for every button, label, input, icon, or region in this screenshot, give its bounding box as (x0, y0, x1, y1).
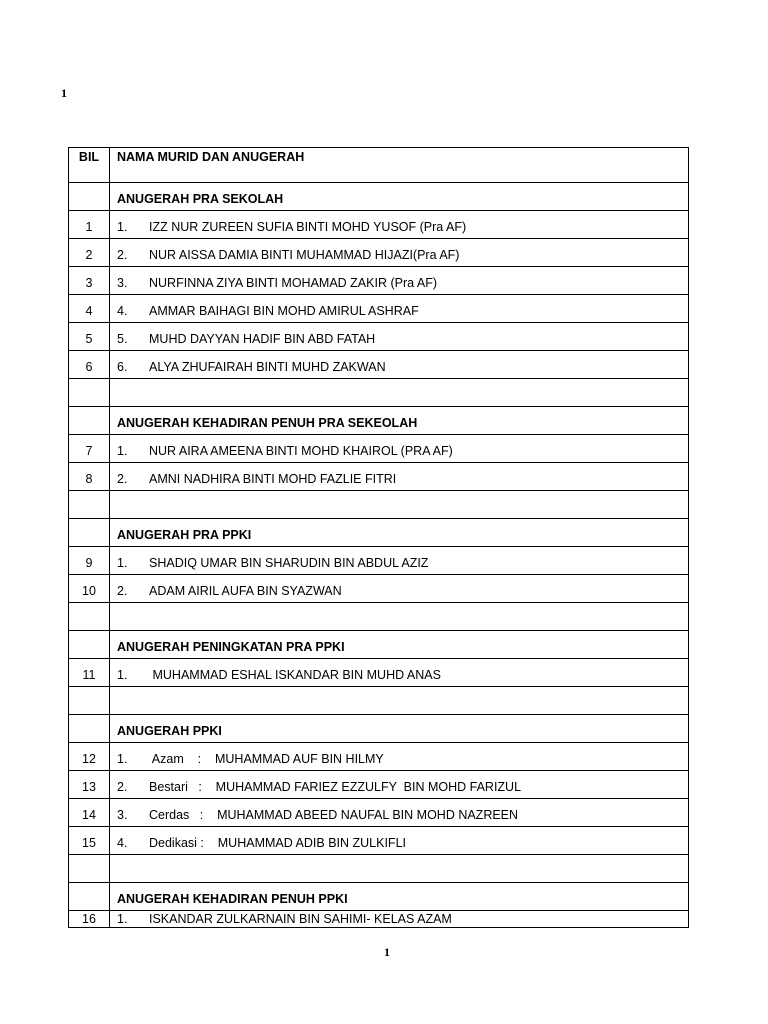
table-row (69, 575, 689, 603)
name-cell (110, 659, 689, 687)
bil-cell: 10 (69, 575, 110, 603)
name-cell (110, 603, 689, 631)
student-name: Azam : MUHAMMAD AUF BIN HILMY (149, 752, 384, 766)
blank-row (69, 855, 689, 883)
student-name: ADAM AIRIL AUFA BIN SYAZWAN (149, 584, 342, 598)
table-header-row (69, 148, 689, 183)
name-cell (110, 687, 689, 715)
table-row (69, 435, 689, 463)
blank-row (69, 687, 689, 715)
table-row (69, 211, 689, 239)
section-heading-row (69, 407, 689, 435)
name-cell (110, 575, 689, 603)
table-row (69, 911, 689, 928)
bil-cell: 4 (69, 295, 110, 323)
table-row (69, 267, 689, 295)
award-table (68, 147, 689, 928)
bil-cell: 11 (69, 659, 110, 687)
table-row (69, 827, 689, 855)
bil-cell (69, 379, 110, 407)
name-cell (110, 743, 689, 771)
bil-cell (69, 631, 110, 659)
item-number: 2. (117, 584, 128, 598)
bil-cell: 9 (69, 547, 110, 575)
section-heading: ANUGERAH KEHADIRAN PENUH PRA SEKEOLAH (110, 407, 689, 435)
name-cell (110, 351, 689, 379)
student-name: Bestari : MUHAMMAD FARIEZ EZZULFY BIN MOHD FARIZUL (149, 780, 522, 794)
student-name: ISKANDAR ZULKARNAIN BIN SAHIMI- KELAS AZAM (149, 912, 452, 926)
name-cell (110, 547, 689, 575)
bil-cell: 12 (69, 743, 110, 771)
name-cell (110, 827, 689, 855)
bil-cell (69, 715, 110, 743)
name-cell (110, 379, 689, 407)
table-body (69, 183, 689, 928)
student-name: SHADIQ UMAR BIN SHARUDIN BIN ABDUL AZIZ (149, 556, 429, 570)
bil-cell: 1 (69, 211, 110, 239)
item-number: 5. (117, 332, 128, 346)
item-number: 2. (117, 780, 128, 794)
name-cell (110, 771, 689, 799)
student-name: AMNI NADHIRA BINTI MOHD FAZLIE FITRI (149, 472, 397, 486)
student-name: MUHAMMAD ESHAL ISKANDAR BIN MUHD ANAS (149, 668, 441, 682)
item-number: 3. (117, 808, 128, 822)
table-row (69, 351, 689, 379)
student-name: Dedikasi : MUHAMMAD ADIB BIN ZULKIFLI (149, 836, 406, 850)
blank-row (69, 379, 689, 407)
name-cell (110, 855, 689, 883)
item-number: 1. (117, 556, 128, 570)
table-row (69, 463, 689, 491)
name-cell (110, 799, 689, 827)
page-number-top: 1 (61, 86, 67, 100)
section-heading-row (69, 715, 689, 743)
bil-cell: 15 (69, 827, 110, 855)
blank-row (69, 603, 689, 631)
bil-cell: 14 (69, 799, 110, 827)
student-name: NUR AIRA AMEENA BINTI MOHD KHAIROL (PRA AF) (149, 444, 453, 458)
bil-cell: 8 (69, 463, 110, 491)
bil-cell: 7 (69, 435, 110, 463)
bil-cell (69, 855, 110, 883)
bil-cell (69, 883, 110, 911)
bil-cell (69, 491, 110, 519)
item-number: 6. (117, 360, 128, 374)
bil-cell: 3 (69, 267, 110, 295)
student-name: Cerdas : MUHAMMAD ABEED NAUFAL BIN MOHD NAZREEN (149, 808, 519, 822)
bil-cell: 16 (69, 911, 110, 928)
student-name: NURFINNA ZIYA BINTI MOHAMAD ZAKIR (Pra AF) (149, 276, 437, 290)
bil-cell: 5 (69, 323, 110, 351)
item-number: 2. (117, 472, 128, 486)
name-cell (110, 239, 689, 267)
page-number-bottom: 1 (384, 945, 390, 959)
item-number: 4. (117, 836, 128, 850)
item-number: 2. (117, 248, 128, 262)
bil-cell (69, 519, 110, 547)
table-row (69, 547, 689, 575)
name-cell (110, 911, 689, 928)
header-name: NAMA MURID DAN ANUGERAH (110, 148, 689, 183)
bil-cell (69, 183, 110, 211)
table-row (69, 239, 689, 267)
item-number: 1. (117, 668, 128, 682)
name-cell (110, 491, 689, 519)
bil-cell (69, 603, 110, 631)
item-number: 3. (117, 276, 128, 290)
section-heading: ANUGERAH PPKI (110, 715, 689, 743)
table-row (69, 743, 689, 771)
table-row (69, 799, 689, 827)
item-number: 1. (117, 752, 128, 766)
item-number: 1. (117, 444, 128, 458)
bil-cell: 6 (69, 351, 110, 379)
section-heading-row (69, 183, 689, 211)
item-number: 1. (117, 220, 128, 234)
section-heading: ANUGERAH PRA PPKI (110, 519, 689, 547)
name-cell (110, 463, 689, 491)
item-number: 4. (117, 304, 128, 318)
name-cell (110, 211, 689, 239)
bil-cell (69, 687, 110, 715)
name-cell (110, 323, 689, 351)
table-row (69, 295, 689, 323)
section-heading: ANUGERAH PRA SEKOLAH (110, 183, 689, 211)
section-heading-row (69, 631, 689, 659)
table-row (69, 771, 689, 799)
student-name: NUR AISSA DAMIA BINTI MUHAMMAD HIJAZI(Pra AF) (149, 248, 460, 262)
bil-cell: 13 (69, 771, 110, 799)
bil-cell: 2 (69, 239, 110, 267)
student-name: AMMAR BAIHAGI BIN MOHD AMIRUL ASHRAF (149, 304, 419, 318)
name-cell (110, 435, 689, 463)
student-name: ALYA ZHUFAIRAH BINTI MUHD ZAKWAN (149, 360, 386, 374)
table-row (69, 659, 689, 687)
name-cell (110, 295, 689, 323)
section-heading: ANUGERAH KEHADIRAN PENUH PPKI (110, 883, 689, 911)
student-name: MUHD DAYYAN HADIF BIN ABD FATAH (149, 332, 376, 346)
section-heading: ANUGERAH PENINGKATAN PRA PPKI (110, 631, 689, 659)
bil-cell (69, 407, 110, 435)
name-cell (110, 267, 689, 295)
blank-row (69, 491, 689, 519)
student-name: IZZ NUR ZUREEN SUFIA BINTI MOHD YUSOF (Pra AF) (149, 220, 467, 234)
header-bil: BIL (69, 148, 110, 183)
item-number: 1. (117, 912, 128, 926)
table-row (69, 323, 689, 351)
section-heading-row (69, 883, 689, 911)
section-heading-row (69, 519, 689, 547)
